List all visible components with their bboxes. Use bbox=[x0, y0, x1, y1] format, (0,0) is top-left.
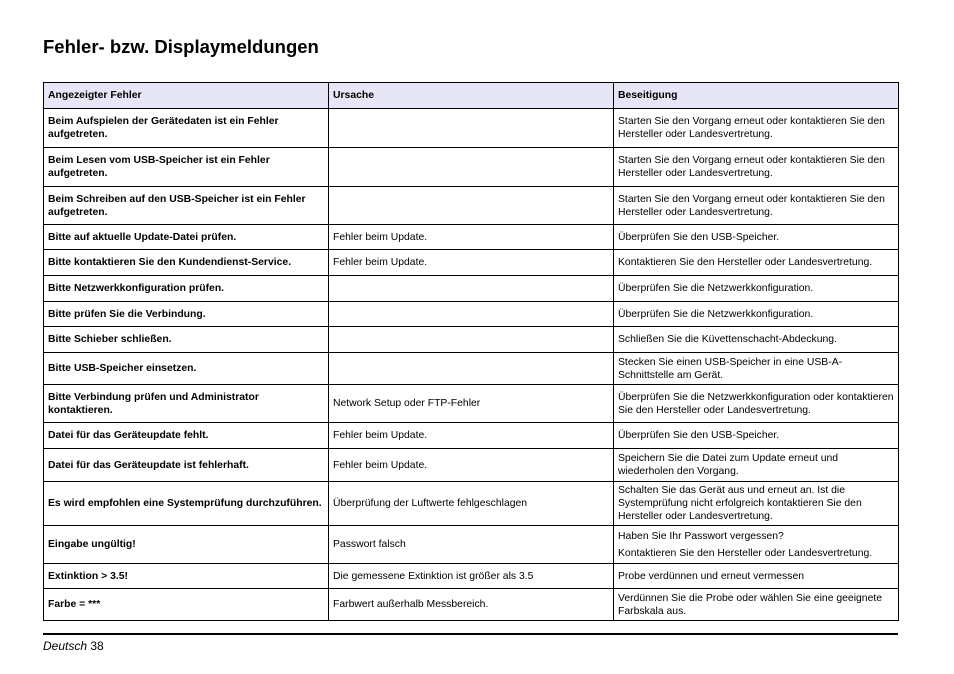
remedy-cell: Kontaktieren Sie den Hersteller oder Landesvertretung. bbox=[614, 250, 899, 276]
table-row bbox=[44, 482, 899, 526]
remedy-cell bbox=[614, 526, 899, 564]
error-cell: Bitte prüfen Sie die Verbindung. bbox=[44, 302, 329, 327]
error-cell: Bitte kontaktieren Sie den Kundendienst-Service. bbox=[44, 250, 329, 276]
table-row bbox=[44, 353, 899, 385]
header-remedy: Beseitigung bbox=[614, 83, 899, 109]
table-row bbox=[44, 109, 899, 148]
table-row bbox=[44, 148, 899, 187]
remedy-cell: Probe verdünnen und erneut vermessen bbox=[614, 564, 899, 589]
cause-cell: Farbwert außerhalb Messbereich. bbox=[329, 589, 614, 621]
remedy-cell: Überprüfen Sie die Netzwerkkonfiguration oder kontaktieren Sie den Hersteller oder Landesvertretung. bbox=[614, 385, 899, 423]
error-cell: Farbe = *** bbox=[44, 589, 329, 621]
table-row bbox=[44, 526, 899, 564]
remedy-cell: Verdünnen Sie die Probe oder wählen Sie eine geeignete Farbskala aus. bbox=[614, 589, 899, 621]
error-cell: Datei für das Geräteupdate ist fehlerhaft. bbox=[44, 449, 329, 482]
remedy-cell: Starten Sie den Vorgang erneut oder kontaktieren Sie den Hersteller oder Landesvertretung. bbox=[614, 109, 899, 148]
error-cell: Beim Lesen vom USB-Speicher ist ein Fehler aufgetreten. bbox=[44, 148, 329, 187]
header-cause: Ursache bbox=[329, 83, 614, 109]
page-title: Fehler- bzw. Displaymeldungen bbox=[43, 36, 319, 57]
remedy-line: Kontaktieren Sie den Hersteller oder Landesvertretung. bbox=[618, 547, 873, 559]
table-row bbox=[44, 423, 899, 449]
error-cell: Extinktion > 3.5! bbox=[44, 564, 329, 589]
table-row bbox=[44, 564, 899, 589]
table-row bbox=[44, 589, 899, 621]
cause-cell: Network Setup oder FTP-Fehler bbox=[329, 385, 614, 423]
error-cell: Bitte USB-Speicher einsetzen. bbox=[44, 353, 329, 385]
table-row bbox=[44, 225, 899, 250]
error-message-table bbox=[43, 82, 899, 621]
table-row bbox=[44, 327, 899, 353]
footer-language: Deutsch bbox=[43, 639, 88, 653]
cause-cell: Passwort falsch bbox=[329, 526, 614, 564]
remedy-cell: Überprüfen Sie den USB-Speicher. bbox=[614, 225, 899, 250]
table-row bbox=[44, 449, 899, 482]
error-cell: Datei für das Geräteupdate fehlt. bbox=[44, 423, 329, 449]
footer-divider bbox=[43, 633, 898, 635]
table-row bbox=[44, 187, 899, 225]
cause-cell: Fehler beim Update. bbox=[329, 250, 614, 276]
cause-cell: Fehler beim Update. bbox=[329, 423, 614, 449]
remedy-line: Haben Sie Ihr Passwort vergessen? bbox=[618, 530, 784, 542]
table-header-row bbox=[44, 83, 899, 109]
cause-cell bbox=[329, 276, 614, 302]
remedy-cell: Stecken Sie einen USB-Speicher in eine USB-A-Schnittstelle am Gerät. bbox=[614, 353, 899, 385]
remedy-cell: Überprüfen Sie die Netzwerkkonfiguration. bbox=[614, 302, 899, 327]
error-cell: Es wird empfohlen eine Systemprüfung durchzuführen. bbox=[44, 482, 329, 526]
cause-cell: Die gemessene Extinktion ist größer als 3.5 bbox=[329, 564, 614, 589]
cause-cell: Fehler beim Update. bbox=[329, 449, 614, 482]
table-row bbox=[44, 385, 899, 423]
cause-cell bbox=[329, 148, 614, 187]
remedy-cell: Starten Sie den Vorgang erneut oder kontaktieren Sie den Hersteller oder Landesvertretung. bbox=[614, 148, 899, 187]
error-cell: Bitte Netzwerkkonfiguration prüfen. bbox=[44, 276, 329, 302]
remedy-cell: Starten Sie den Vorgang erneut oder kontaktieren Sie den Hersteller oder Landesvertretung. bbox=[614, 187, 899, 225]
cause-cell bbox=[329, 302, 614, 327]
error-cell: Eingabe ungültig! bbox=[44, 526, 329, 564]
cause-cell: Fehler beim Update. bbox=[329, 225, 614, 250]
table-row bbox=[44, 302, 899, 327]
table-row bbox=[44, 276, 899, 302]
page-footer bbox=[43, 639, 104, 653]
remedy-cell: Schließen Sie die Küvettenschacht-Abdeckung. bbox=[614, 327, 899, 353]
cause-cell: Überprüfung der Luftwerte fehlgeschlagen bbox=[329, 482, 614, 526]
cause-cell bbox=[329, 109, 614, 148]
error-cell: Bitte auf aktuelle Update-Datei prüfen. bbox=[44, 225, 329, 250]
error-cell: Bitte Verbindung prüfen und Administrator kontaktieren. bbox=[44, 385, 329, 423]
remedy-cell: Überprüfen Sie die Netzwerkkonfiguration. bbox=[614, 276, 899, 302]
remedy-cell: Schalten Sie das Gerät aus und erneut an. Ist die Systemprüfung nicht erfolgreich kontaktieren Sie den Hersteller oder Landesvertretung. bbox=[614, 482, 899, 526]
remedy-cell: Speichern Sie die Datei zum Update erneut und wiederholen den Vorgang. bbox=[614, 449, 899, 482]
cause-cell bbox=[329, 327, 614, 353]
error-cell: Beim Schreiben auf den USB-Speicher ist ein Fehler aufgetreten. bbox=[44, 187, 329, 225]
error-cell: Beim Aufspielen der Gerätedaten ist ein Fehler aufgetreten. bbox=[44, 109, 329, 148]
cause-cell bbox=[329, 187, 614, 225]
header-displayed-error: Angezeigter Fehler bbox=[44, 83, 329, 109]
error-cell: Bitte Schieber schließen. bbox=[44, 327, 329, 353]
cause-cell bbox=[329, 353, 614, 385]
remedy-cell: Überprüfen Sie den USB-Speicher. bbox=[614, 423, 899, 449]
table-row bbox=[44, 250, 899, 276]
page-number: 38 bbox=[90, 639, 104, 653]
